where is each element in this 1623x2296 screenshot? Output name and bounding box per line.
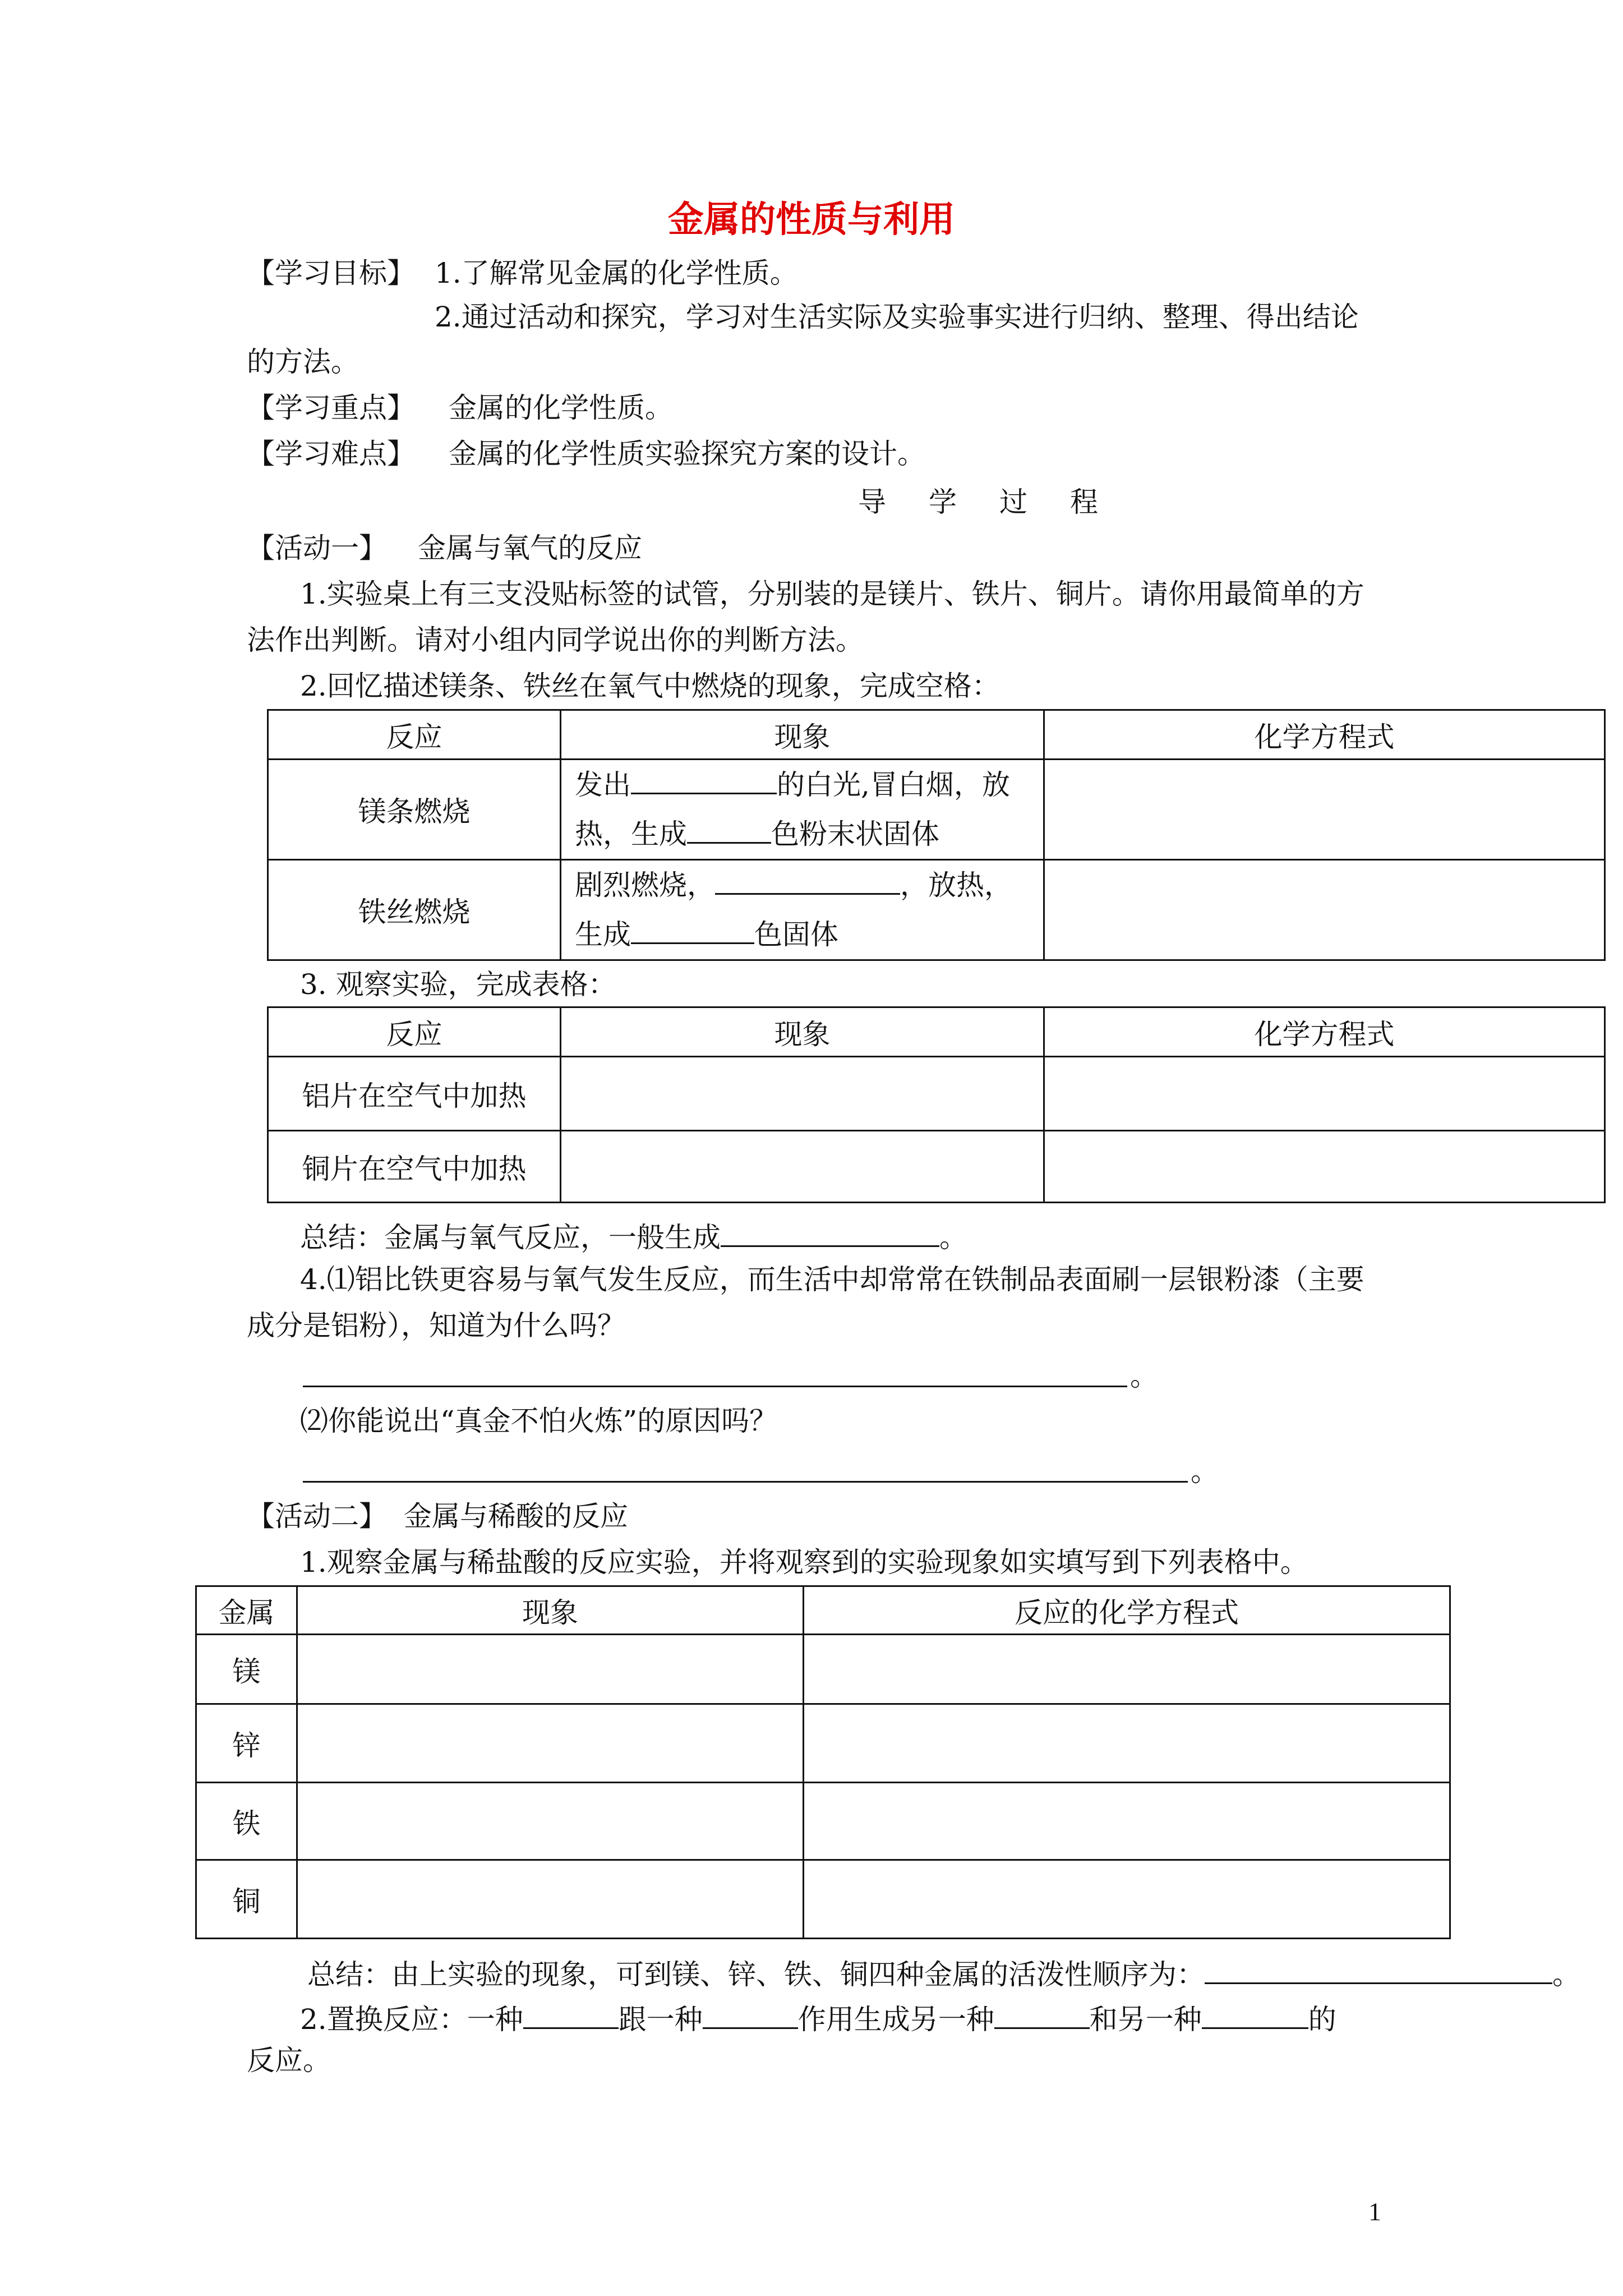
activity1-q4-line2: 成分是铝粉），知道为什么吗？ xyxy=(247,1309,625,1342)
text: 。 xyxy=(1191,1455,1219,1488)
activity2-q2 xyxy=(300,2001,1336,2036)
activity1-title: 金属与氧气的反应 xyxy=(418,532,642,564)
process-heading-char: 学 xyxy=(929,486,957,518)
fill-blank[interactable] xyxy=(631,917,754,944)
equation-cell[interactable] xyxy=(804,1635,1450,1704)
objective-1: 1.了解常见金属的化学性质。 xyxy=(435,257,798,289)
fill-blank[interactable] xyxy=(703,2001,798,2029)
text: ，放热， xyxy=(900,869,1012,901)
text: 作用生成另一种 xyxy=(797,2003,994,2036)
activity1-summary xyxy=(300,1220,967,1254)
metal-zinc: 锌 xyxy=(196,1704,297,1783)
table-header: 反应 xyxy=(268,710,561,760)
fill-blank[interactable] xyxy=(687,816,771,844)
row-iron-phenomenon xyxy=(561,860,1044,960)
text: 总结：金属与氧气反应，一般生成 xyxy=(300,1221,721,1254)
activity1-q1-line2: 法作出判断。请对小组内同学说出你的判断方法。 xyxy=(247,624,864,656)
objective-2-line1: 2.通过活动和探究，学习对生活实际及实验事实进行归纳、整理、得出结论 xyxy=(435,301,1359,333)
table-header: 现象 xyxy=(561,710,1044,760)
phenomenon-cell[interactable] xyxy=(561,1131,1044,1203)
page-title: 金属的性质与利用 xyxy=(668,199,955,241)
row-magnesium-name: 镁条燃烧 xyxy=(268,760,561,860)
row-copper-name: 铜片在空气中加热 xyxy=(268,1131,561,1203)
text: 总结：由上实验的现象，可到镁、锌、铁、铜四种金属的活泼性顺序为： xyxy=(307,1958,1205,1991)
text: 。 xyxy=(1552,1958,1580,1991)
row-magnesium-phenomenon xyxy=(561,760,1044,860)
acid-reaction-table xyxy=(195,1585,1451,1939)
metal-copper: 铜 xyxy=(196,1860,297,1939)
process-heading-char: 导 xyxy=(858,486,886,518)
activity2-title: 金属与稀酸的反应 xyxy=(404,1500,628,1533)
focus-label: 【学习重点】 xyxy=(247,392,415,424)
fill-blank[interactable] xyxy=(721,1220,939,1247)
activity1-q4-part2: ⑵你能说出“真金不怕火炼”的原因吗？ xyxy=(300,1405,778,1437)
equation-cell[interactable] xyxy=(804,1783,1450,1860)
activity1-label: 【活动一】 xyxy=(247,532,387,564)
text: 的白光,冒白烟，放 xyxy=(777,769,1010,801)
activity2-q2-line2: 反应。 xyxy=(247,2044,331,2077)
equation-cell[interactable] xyxy=(1044,860,1605,960)
process-heading-char: 程 xyxy=(1070,486,1098,518)
text: 2.置换反应：一种 xyxy=(300,2003,523,2036)
metal-magnesium: 镁 xyxy=(196,1635,297,1704)
activity1-q3: 3. 观察实验，完成表格： xyxy=(300,968,616,1001)
phenomenon-cell[interactable] xyxy=(561,1057,1044,1131)
text: 跟一种 xyxy=(618,2003,703,2036)
text: 生成 xyxy=(575,918,631,951)
fill-blank[interactable] xyxy=(994,2001,1090,2029)
text: 。 xyxy=(939,1221,967,1254)
equation-cell[interactable] xyxy=(804,1704,1450,1783)
equation-cell[interactable] xyxy=(1044,1131,1605,1203)
text: 。 xyxy=(1130,1360,1158,1392)
activity2-label: 【活动二】 xyxy=(247,1500,387,1533)
table-header: 金属 xyxy=(196,1586,297,1635)
equation-cell[interactable] xyxy=(1044,1057,1605,1131)
row-iron-name: 铁丝燃烧 xyxy=(268,860,561,960)
phenomenon-cell[interactable] xyxy=(297,1635,804,1704)
text: 色固体 xyxy=(754,918,838,951)
equation-cell[interactable] xyxy=(804,1860,1450,1939)
phenomenon-cell[interactable] xyxy=(297,1783,804,1860)
activity1-q1-line1: 1.实验桌上有三支没贴标签的试管，分别装的是镁片、铁片、铜片。请你用最简单的方 xyxy=(300,578,1364,610)
text: 发出 xyxy=(575,769,631,801)
fill-blank[interactable] xyxy=(715,867,900,895)
phenomenon-cell[interactable] xyxy=(297,1704,804,1783)
activity2-q1: 1.观察金属与稀盐酸的反应实验，并将观察到的实验现象如实填写到下列表格中。 xyxy=(300,1546,1308,1579)
page-number: 1 xyxy=(1368,2197,1381,2226)
objective-2-line2: 的方法。 xyxy=(247,346,359,378)
fill-blank[interactable] xyxy=(523,2001,619,2029)
combustion-table xyxy=(267,709,1606,961)
focus-text: 金属的化学性质。 xyxy=(449,392,673,424)
fill-blank[interactable] xyxy=(1202,2001,1308,2029)
activity1-q4-line1: 4.⑴铝比铁更容易与氧气发生反应，而生活中却常常在铁制品表面刷一层银粉漆（主要 xyxy=(300,1263,1364,1296)
text: 色粉末状固体 xyxy=(771,818,939,850)
equation-cell[interactable] xyxy=(1044,760,1605,860)
table-header: 化学方程式 xyxy=(1044,710,1605,760)
table-header: 现象 xyxy=(297,1586,804,1635)
fill-blank[interactable] xyxy=(1205,1957,1552,1984)
answer-line[interactable] xyxy=(303,1481,1188,1483)
text: 热，生成 xyxy=(575,818,687,850)
objectives-label: 【学习目标】 xyxy=(247,257,415,289)
answer-line[interactable] xyxy=(303,1386,1127,1387)
phenomenon-cell[interactable] xyxy=(297,1860,804,1939)
activity2-summary xyxy=(307,1957,1580,1989)
text: 剧烈燃烧， xyxy=(575,869,715,901)
activity1-q2: 2.回忆描述镁条、铁丝在氧气中燃烧的现象，完成空格： xyxy=(300,670,1000,702)
row-aluminum-name: 铝片在空气中加热 xyxy=(268,1057,561,1131)
table-header: 反应 xyxy=(268,1007,561,1057)
fill-blank[interactable] xyxy=(631,767,777,794)
difficulty-text: 金属的化学性质实验探究方案的设计。 xyxy=(449,438,925,470)
text: 的 xyxy=(1308,2003,1336,2036)
process-heading-char: 过 xyxy=(999,486,1027,518)
difficulty-label: 【学习难点】 xyxy=(247,438,415,470)
air-heating-table xyxy=(267,1006,1606,1203)
table-header: 现象 xyxy=(561,1007,1044,1057)
metal-iron: 铁 xyxy=(196,1783,297,1860)
text: 和另一种 xyxy=(1089,2003,1202,2036)
table-header: 化学方程式 xyxy=(1044,1007,1605,1057)
table-header: 反应的化学方程式 xyxy=(804,1586,1450,1635)
